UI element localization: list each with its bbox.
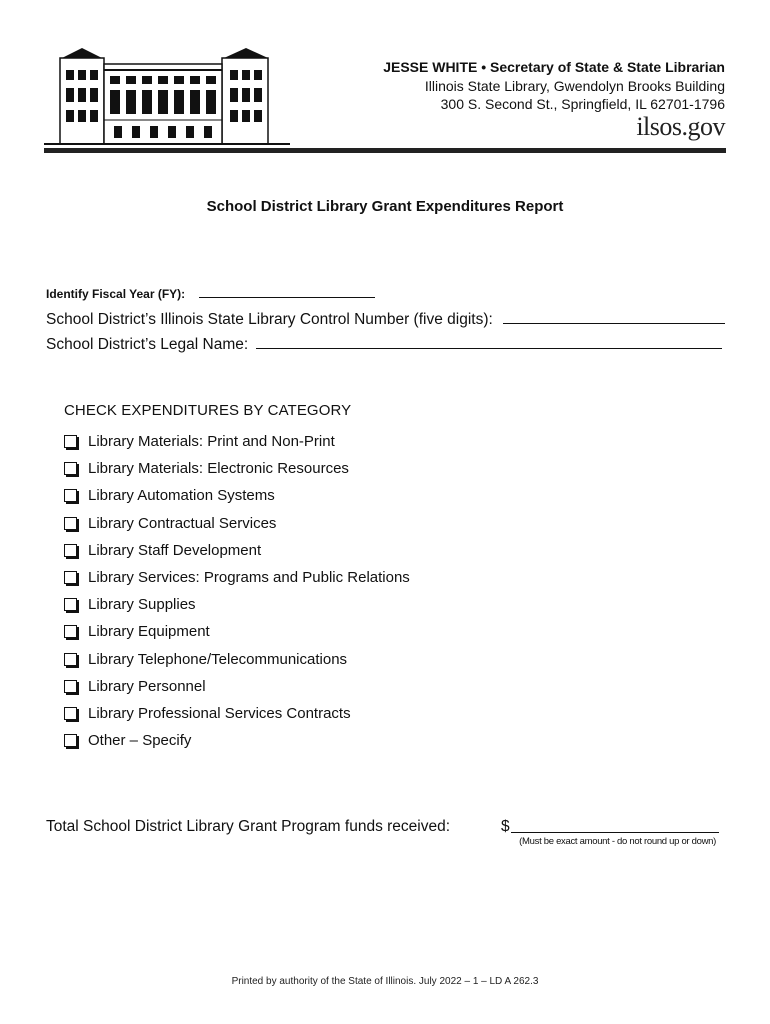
checkbox[interactable] bbox=[64, 625, 77, 638]
checklist-item-label: Other – Specify bbox=[88, 732, 192, 750]
currency-symbol: $ bbox=[501, 818, 510, 835]
control-number-label: School District’s Illinois State Library Control Number (five digits): bbox=[46, 311, 493, 328]
checklist-item-label: Library Personnel bbox=[88, 677, 206, 695]
checklist-item-label: Library Automation Systems bbox=[88, 487, 275, 505]
checklist-item-label: Library Materials: Electronic Resources bbox=[88, 460, 349, 478]
checkbox[interactable] bbox=[64, 598, 77, 611]
control-number-field bbox=[46, 309, 725, 329]
header-address-line: 300 S. Second St., Springfield, IL 62701-1796 bbox=[440, 96, 725, 112]
checkbox[interactable] bbox=[64, 707, 77, 720]
ilsos-logo: ilsos.gov bbox=[636, 112, 725, 141]
checkbox[interactable] bbox=[64, 462, 77, 475]
checklist-item bbox=[64, 673, 410, 700]
checklist-item-label: Library Staff Development bbox=[88, 541, 262, 559]
checkbox[interactable] bbox=[64, 435, 77, 448]
checklist-item-label: Library Professional Services Contracts bbox=[88, 704, 351, 722]
checklist-item bbox=[64, 510, 410, 537]
checkbox[interactable] bbox=[64, 653, 77, 666]
footer-text: Printed by authority of the State of Illinois. July 2022 – 1 – LD A 262.3 bbox=[231, 976, 539, 987]
checkbox[interactable] bbox=[64, 544, 77, 557]
fiscal-year-label: Identify Fiscal Year (FY): bbox=[46, 287, 186, 301]
control-number-blank[interactable] bbox=[503, 309, 725, 324]
state-library-building-logo bbox=[44, 44, 290, 150]
checklist-item bbox=[64, 537, 410, 564]
header-library-line: Illinois State Library, Gwendolyn Brooks Building bbox=[424, 78, 725, 94]
header-officer-line: JESSE WHITE • Secretary of State & State Librarian bbox=[383, 59, 725, 75]
checklist-item bbox=[64, 700, 410, 727]
checklist-item bbox=[64, 455, 410, 482]
checkbox[interactable] bbox=[64, 517, 77, 530]
checkbox[interactable] bbox=[64, 680, 77, 693]
checklist-item bbox=[64, 428, 410, 455]
checklist-item bbox=[64, 646, 410, 673]
checklist-item bbox=[64, 591, 410, 618]
checklist-item-label: Library Telephone/Telecommunications bbox=[88, 650, 348, 668]
total-amount-blank[interactable] bbox=[511, 832, 719, 833]
total-amount-note: (Must be exact amount - do not round up or down) bbox=[519, 836, 716, 847]
checklist-heading: CHECK EXPENDITURES BY CATEGORY bbox=[64, 402, 352, 419]
legal-name-label: School District’s Legal Name: bbox=[46, 336, 249, 353]
checkbox[interactable] bbox=[64, 734, 77, 747]
checklist-item bbox=[64, 727, 410, 754]
checklist-item-label: Library Equipment bbox=[88, 623, 210, 641]
fiscal-year-blank[interactable] bbox=[199, 286, 375, 298]
checklist-item-label: Library Services: Programs and Public Relations bbox=[88, 569, 410, 587]
checkbox[interactable] bbox=[64, 489, 77, 502]
header-rule bbox=[44, 148, 726, 153]
total-funds-label: Total School District Library Grant Program funds received: bbox=[46, 818, 451, 835]
checklist-item-label: Library Contractual Services bbox=[88, 514, 277, 532]
legal-name-field bbox=[46, 334, 722, 354]
checkbox[interactable] bbox=[64, 571, 77, 584]
checklist-item bbox=[64, 618, 410, 645]
checklist-item-label: Library Materials: Print and Non-Print bbox=[88, 433, 335, 451]
checklist-item bbox=[64, 564, 410, 591]
fiscal-year-field bbox=[46, 286, 375, 301]
report-title: School District Library Grant Expenditures Report bbox=[206, 198, 564, 215]
checklist-item bbox=[64, 482, 410, 509]
category-checklist bbox=[64, 428, 410, 754]
legal-name-blank[interactable] bbox=[256, 334, 722, 349]
checklist-item-label: Library Supplies bbox=[88, 596, 196, 614]
